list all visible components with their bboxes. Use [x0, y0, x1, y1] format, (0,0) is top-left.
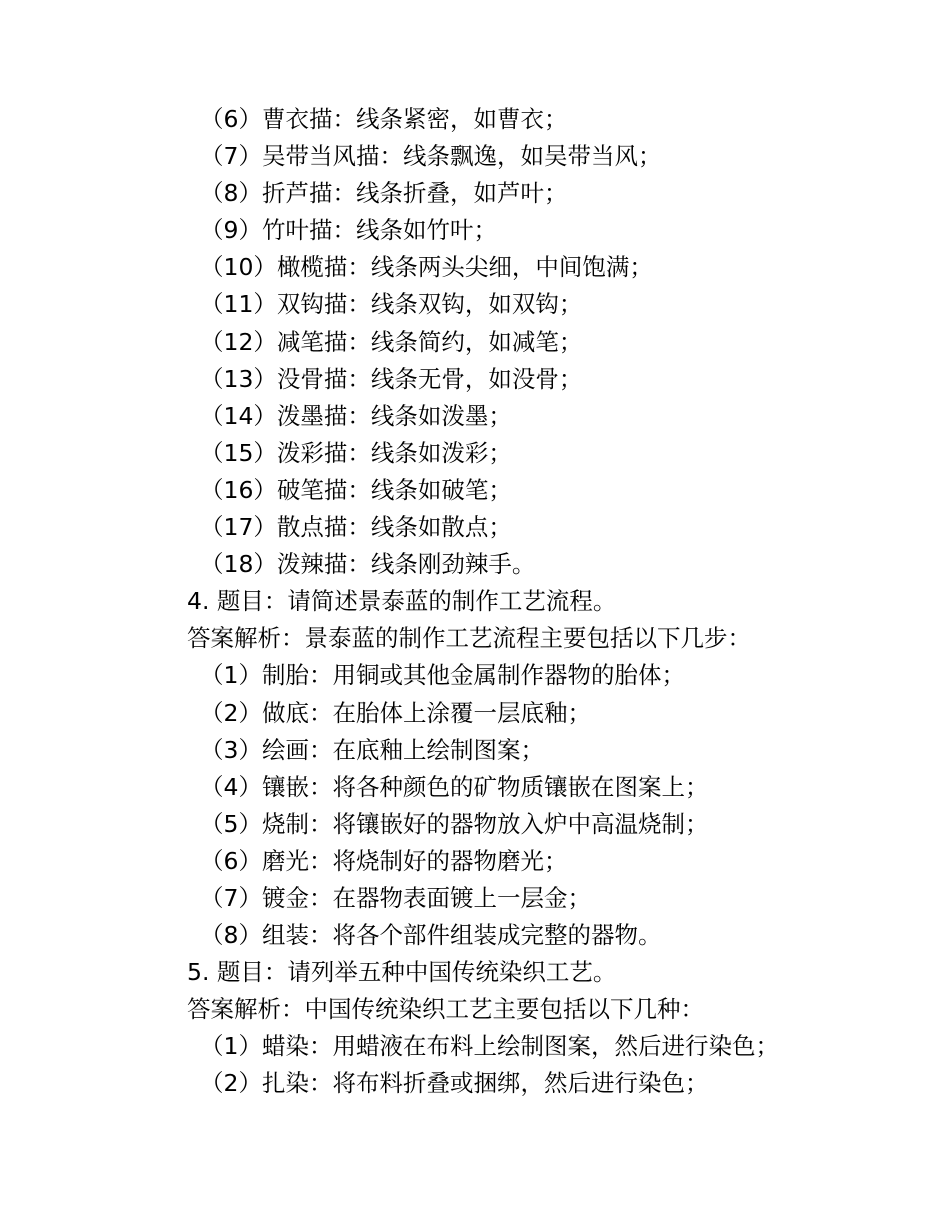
text-line: （8）折芦描：线条折叠，如芦叶；: [200, 179, 568, 208]
text-line: （2）做底：在胎体上涂覆一层底釉；: [200, 698, 591, 727]
text-line: （13）没骨描：线条无骨，如没骨；: [200, 364, 583, 393]
answer-intro: 答案解析：中国传统染织工艺主要包括以下几种：: [187, 995, 704, 1024]
text-line: （7）吴带当风描：线条飘逸，如吴带当风；: [200, 142, 662, 171]
text-line: （4）镶嵌：将各种颜色的矿物质镶嵌在图案上；: [200, 772, 709, 801]
text-line: （8）组装：将各个部件组装成完整的器物。: [200, 921, 662, 950]
text-line: （12）减笔描：线条简约，如减笔；: [200, 327, 583, 356]
text-line: （18）泼辣描：线条刚劲辣手。: [200, 550, 536, 579]
text-line: （6）磨光：将烧制好的器物磨光；: [200, 846, 568, 875]
text-line: （15）泼彩描：线条如泼彩；: [200, 438, 512, 467]
text-line: （1）蜡染：用蜡液在布料上绘制图案，然后进行染色；: [200, 1032, 779, 1061]
text-line: （14）泼墨描：线条如泼墨；: [200, 401, 512, 430]
answer-intro: 答案解析：景泰蓝的制作工艺流程主要包括以下几步：: [187, 624, 751, 653]
document-body: [187, 101, 887, 1103]
text-line: （16）破笔描：线条如破笔；: [200, 475, 512, 504]
text-line: （3）绘画：在底釉上绘制图案；: [200, 735, 544, 764]
question-heading: 4. 题目：请简述景泰蓝的制作工艺流程。: [187, 587, 617, 616]
text-line: （10）橄榄描：线条两头尖细，中间饱满；: [200, 253, 653, 282]
text-line: （7）镀金：在器物表面镀上一层金；: [200, 883, 591, 912]
text-line: （1）制胎：用铜或其他金属制作器物的胎体；: [200, 661, 685, 690]
question-heading: 5. 题目：请列举五种中国传统染织工艺。: [187, 958, 617, 987]
text-line: （9）竹叶描：线条如竹叶；: [200, 216, 497, 245]
text-line: （11）双钩描：线条双钩，如双钩；: [200, 290, 583, 319]
text-line: （6）曹衣描：线条紧密，如曹衣；: [200, 105, 568, 133]
text-line: （17）散点描：线条如散点；: [200, 513, 512, 542]
text-line: （2）扎染：将布料折叠或捆绑，然后进行染色；: [200, 1069, 709, 1098]
text-line: （5）烧制：将镶嵌好的器物放入炉中高温烧制；: [200, 809, 709, 838]
